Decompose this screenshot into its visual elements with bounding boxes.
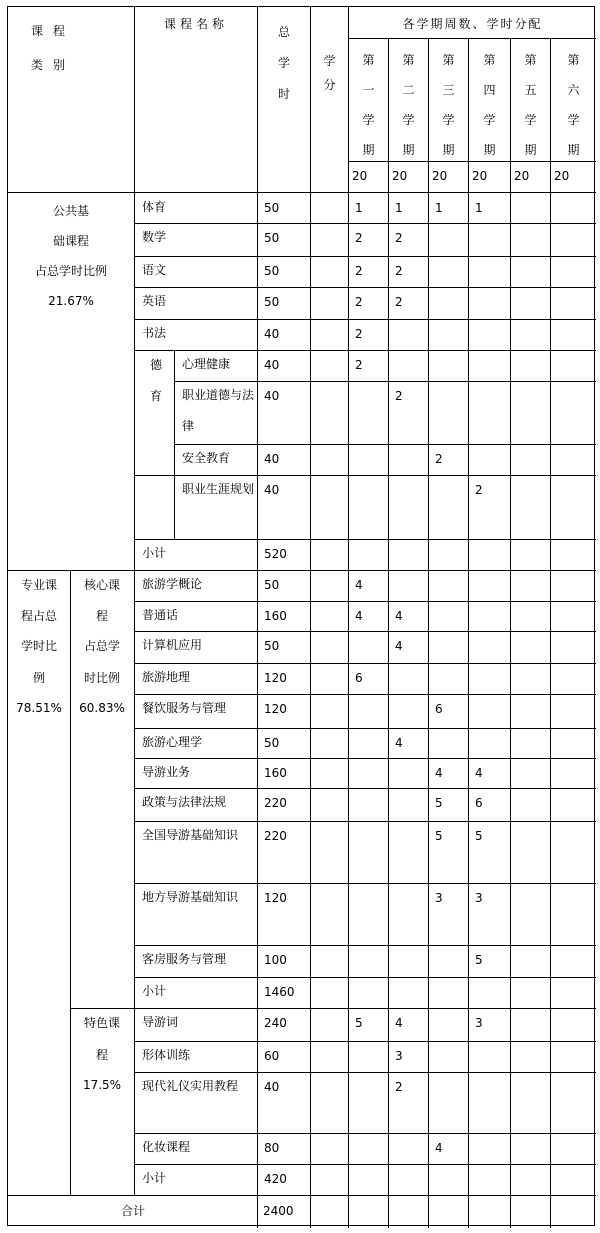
- grid-line: [8, 1195, 596, 1196]
- grid-line: [70, 570, 71, 1195]
- core-course-label: 核心课: [83, 578, 120, 592]
- public-category-line: 础课程: [52, 234, 89, 248]
- public-course-name: 书法: [142, 326, 167, 340]
- special-semester-hours: 3: [395, 1049, 403, 1063]
- grid-line: [510, 38, 511, 1228]
- public-semester-hours: 1: [475, 201, 483, 215]
- core-course-hours: 160: [264, 766, 287, 780]
- public-course-name: 职业道德与法律: [182, 388, 255, 433]
- public-category-line: 21.67%: [48, 294, 94, 308]
- public-semester-hours: 2: [355, 295, 363, 309]
- special-semester-hours: 5: [355, 1016, 363, 1030]
- header-credits: 学 分: [323, 54, 336, 92]
- core-semester-hours: 4: [355, 609, 363, 623]
- header-weeks-1: 20: [352, 169, 368, 183]
- core-course-name: 全国导游基础知识: [142, 828, 239, 842]
- public-course-hours: 40: [264, 389, 280, 403]
- header-weeks-6: 20: [554, 169, 570, 183]
- core-course-hours: 220: [264, 796, 287, 810]
- public-category-line: 公共基: [52, 204, 89, 218]
- core-semester-hours: 4: [395, 609, 403, 623]
- core-course-name: 旅游地理: [142, 670, 191, 684]
- public-course-hours: 520: [264, 547, 287, 561]
- grid-line: [388, 38, 389, 1228]
- total-hours: 2400: [263, 1204, 294, 1218]
- grid-line: [348, 38, 596, 39]
- header-semester-6: 第 六 学 期: [567, 53, 580, 157]
- grid-line: [348, 7, 349, 1228]
- header-course-name: 课程名称: [163, 17, 228, 31]
- header-weeks-4: 20: [472, 169, 488, 183]
- core-course-name: 政策与法律法规: [142, 795, 227, 809]
- header-total-hours: 总 学 时: [277, 25, 290, 101]
- core-course-name: 小计: [142, 984, 167, 998]
- core-course-name: 地方导游基础知识: [142, 890, 239, 904]
- core-semester-hours: 6: [475, 796, 483, 810]
- special-semester-hours: 4: [395, 1016, 403, 1030]
- core-course-label: 占总学: [83, 639, 120, 653]
- special-course-hours: 80: [264, 1141, 280, 1155]
- public-course-name: 英语: [142, 294, 167, 308]
- public-semester-hours: 1: [355, 201, 363, 215]
- special-course-name: 形体训练: [142, 1048, 191, 1062]
- core-course-hours: 1460: [264, 985, 295, 999]
- core-semester-hours: 5: [435, 796, 443, 810]
- special-course-label: 特色课: [83, 1016, 120, 1030]
- professional-category-line: 专业课: [20, 578, 57, 592]
- public-course-hours: 50: [264, 231, 280, 245]
- public-semester-hours: 2: [395, 264, 403, 278]
- special-course-label: 程: [95, 1048, 108, 1062]
- special-course-name: 小计: [142, 1171, 167, 1185]
- public-semester-hours: 2: [395, 295, 403, 309]
- core-semester-hours: 4: [475, 766, 483, 780]
- core-course-label: 时比例: [83, 671, 120, 685]
- public-course-hours: 50: [264, 201, 280, 215]
- moral-education-label: 育: [149, 389, 162, 403]
- special-semester-hours: 3: [475, 1016, 483, 1030]
- core-course-hours: 120: [264, 702, 287, 716]
- header-weeks-2: 20: [392, 169, 408, 183]
- public-semester-hours: 2: [395, 231, 403, 245]
- total-label: 合计: [120, 1204, 145, 1218]
- core-course-hours: 220: [264, 829, 287, 843]
- core-semester-hours: 4: [435, 766, 443, 780]
- grid-line: [468, 38, 469, 1228]
- public-semester-hours: 2: [355, 327, 363, 341]
- grid-line: [550, 38, 551, 1228]
- curriculum-hours-table: [7, 6, 595, 1226]
- header-semester-4: 第 四 学 期: [483, 53, 496, 157]
- public-course-name: 安全教育: [182, 451, 231, 465]
- public-course-hours: 40: [264, 327, 280, 341]
- core-course-name: 普通话: [142, 608, 179, 622]
- special-course-hours: 40: [264, 1080, 280, 1094]
- special-semester-hours: 4: [435, 1141, 443, 1155]
- core-course-name: 导游业务: [142, 765, 191, 779]
- core-course-label: 程: [95, 609, 108, 623]
- core-semester-hours: 3: [475, 891, 483, 905]
- public-semester-hours: 2: [395, 389, 403, 403]
- core-course-label: 60.83%: [79, 701, 125, 715]
- core-course-hours: 100: [264, 953, 287, 967]
- core-course-hours: 120: [264, 891, 287, 905]
- core-course-name: 客房服务与管理: [142, 952, 227, 966]
- core-semester-hours: 4: [355, 578, 363, 592]
- public-semester-hours: 2: [355, 264, 363, 278]
- header-distribution: 各学期周数、学时分配: [402, 17, 543, 31]
- core-course-hours: 120: [264, 671, 287, 685]
- core-course-hours: 50: [264, 639, 280, 653]
- grid-line: [310, 7, 311, 1228]
- core-course-name: 计算机应用: [142, 638, 203, 652]
- special-course-name: 现代礼仪实用教程: [142, 1079, 239, 1093]
- public-semester-hours: 1: [435, 201, 443, 215]
- header-semester-5: 第 五 学 期: [524, 53, 537, 157]
- core-course-name: 旅游学概论: [142, 577, 203, 591]
- professional-category-line: 78.51%: [16, 701, 62, 715]
- header-semester-1: 第 一 学 期: [362, 53, 375, 157]
- grid-line: [8, 570, 596, 571]
- header-semester-3: 第 三 学 期: [442, 53, 455, 157]
- grid-line: [428, 38, 429, 1228]
- public-course-name: 数学: [142, 230, 167, 244]
- public-course-hours: 40: [264, 452, 280, 466]
- special-course-hours: 240: [264, 1016, 287, 1030]
- header-category: 课程 类别: [30, 24, 75, 72]
- public-semester-hours: 2: [475, 483, 483, 497]
- public-course-name: 职业生涯规划: [182, 482, 255, 496]
- public-semester-hours: 1: [395, 201, 403, 215]
- core-semester-hours: 3: [435, 891, 443, 905]
- core-semester-hours: 5: [475, 829, 483, 843]
- grid-line: [174, 350, 175, 539]
- professional-category-line: 程占总: [20, 609, 57, 623]
- header-semester-2: 第 二 学 期: [402, 53, 415, 157]
- public-course-name: 语文: [142, 263, 167, 277]
- public-course-name: 心理健康: [182, 357, 231, 371]
- core-course-hours: 50: [264, 736, 280, 750]
- grid-line: [8, 192, 596, 193]
- moral-education-label: 德: [149, 358, 162, 372]
- public-course-hours: 40: [264, 358, 280, 372]
- public-course-hours: 50: [264, 295, 280, 309]
- public-category-line: 占总学时比例: [34, 264, 107, 278]
- special-course-hours: 420: [264, 1172, 287, 1186]
- core-semester-hours: 4: [395, 639, 403, 653]
- public-semester-hours: 2: [355, 358, 363, 372]
- special-course-hours: 60: [264, 1049, 280, 1063]
- core-course-hours: 50: [264, 578, 280, 592]
- professional-category-line: 学时比: [20, 639, 57, 653]
- core-semester-hours: 5: [475, 953, 483, 967]
- core-course-hours: 160: [264, 609, 287, 623]
- core-course-name: 旅游心理学: [142, 735, 203, 749]
- special-semester-hours: 2: [395, 1080, 403, 1094]
- core-course-name: 餐饮服务与管理: [142, 701, 227, 715]
- grid-line: [134, 7, 135, 1195]
- professional-category-line: 例: [32, 671, 45, 685]
- special-course-name: 导游词: [142, 1015, 179, 1029]
- special-course-label: 17.5%: [82, 1078, 122, 1092]
- public-semester-hours: 2: [435, 452, 443, 466]
- special-course-name: 化妆课程: [142, 1140, 191, 1154]
- public-semester-hours: 2: [355, 231, 363, 245]
- public-course-hours: 40: [264, 483, 280, 497]
- header-weeks-3: 20: [432, 169, 448, 183]
- header-weeks-5: 20: [514, 169, 530, 183]
- public-course-hours: 50: [264, 264, 280, 278]
- core-semester-hours: 5: [435, 829, 443, 843]
- public-course-name: 体育: [142, 200, 167, 214]
- core-semester-hours: 6: [435, 702, 443, 716]
- core-semester-hours: 4: [395, 736, 403, 750]
- public-course-name: 小计: [142, 546, 167, 560]
- core-semester-hours: 6: [355, 671, 363, 685]
